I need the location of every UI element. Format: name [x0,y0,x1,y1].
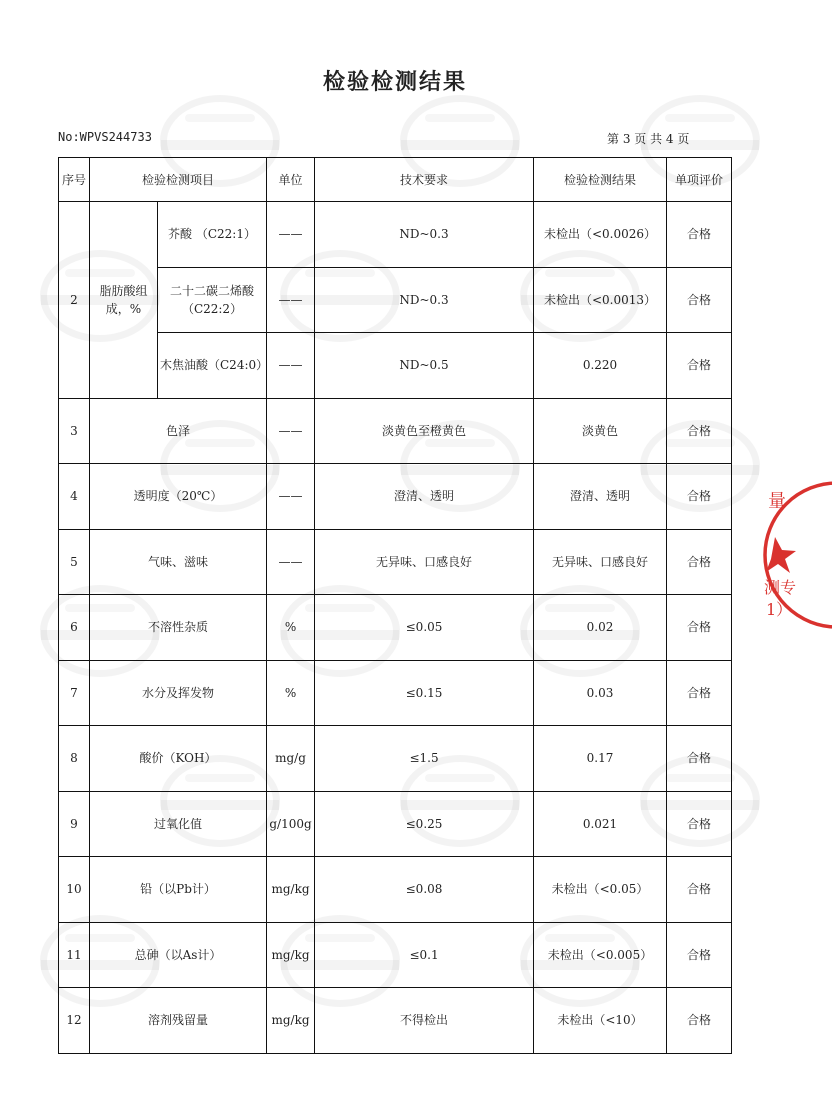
item-cell: 透明度（20℃） [90,464,267,530]
requirement-cell: 无异味、口感良好 [315,529,534,595]
requirement-cell: ≤0.05 [315,595,534,661]
group-name-cell: 脂肪酸组成，% [90,202,158,399]
table-header-row [59,158,732,202]
seq-cell: 2 [59,202,90,399]
item-cell: 过氧化值 [90,791,267,857]
svg-text:1）: 1） [766,600,793,619]
header-seq: 序号 [59,158,90,202]
table-row [59,988,732,1054]
result-cell: 0.03 [534,660,667,726]
item-cell: 气味、滋味 [90,529,267,595]
evaluation-cell: 合格 [667,464,732,530]
requirement-cell: ND~0.3 [315,202,534,268]
table-row [59,726,732,792]
requirement-cell: ND~0.3 [315,267,534,333]
item-cell: 色泽 [90,398,267,464]
svg-text:测专: 测专 [764,578,797,597]
result-cell: 0.17 [534,726,667,792]
sub-item-cell: 二十二碳二烯酸（C22:2） [158,267,267,333]
sub-item-cell: 木焦油酸（C24:0） [158,333,267,399]
page-indicator: 第 3 页 共 4 页 [607,132,690,146]
result-cell: 0.02 [534,595,667,661]
table-row [59,398,732,464]
evaluation-cell: 合格 [667,529,732,595]
requirement-cell: 淡黄色至橙黄色 [315,398,534,464]
item-cell: 总砷（以As计） [90,922,267,988]
header-item: 检验检测项目 [90,158,267,202]
table-row [59,857,732,923]
unit-cell: mg/kg [267,857,315,923]
report-number: No:WPVS244733 [58,130,152,144]
unit-cell: mg/kg [267,988,315,1054]
seq-cell: 6 [59,595,90,661]
result-cell: 无异味、口感良好 [534,529,667,595]
table-row [59,333,732,399]
evaluation-cell: 合格 [667,202,732,268]
result-cell: 0.021 [534,791,667,857]
table-row [59,922,732,988]
unit-cell: —— [267,202,315,268]
unit-cell: —— [267,529,315,595]
page-title: 检验检测结果 [322,70,467,95]
result-cell: 未检出（<0.05） [534,857,667,923]
header-unit: 单位 [267,158,315,202]
table-row [59,529,732,595]
evaluation-cell: 合格 [667,922,732,988]
seq-cell: 4 [59,464,90,530]
requirement-cell: 澄清、透明 [315,464,534,530]
result-cell: 未检出（<0.005） [534,922,667,988]
result-cell: 澄清、透明 [534,464,667,530]
requirement-cell: 不得检出 [315,988,534,1054]
unit-cell: —— [267,267,315,333]
header-result: 检验检测结果 [534,158,667,202]
seq-cell: 11 [59,922,90,988]
results-table [58,157,732,1054]
result-cell: 未检出（<10） [534,988,667,1054]
result-cell: 淡黄色 [534,398,667,464]
evaluation-cell: 合格 [667,660,732,726]
item-cell: 铅（以Pb计） [90,857,267,923]
table-row [59,464,732,530]
item-cell: 不溶性杂质 [90,595,267,661]
item-cell: 水分及挥发物 [90,660,267,726]
unit-cell: —— [267,333,315,399]
sub-item-cell: 芥酸 （C22:1） [158,202,267,268]
requirement-cell: ≤1.5 [315,726,534,792]
unit-cell: g/100g [267,791,315,857]
result-cell: 0.220 [534,333,667,399]
unit-cell: mg/g [267,726,315,792]
unit-cell: —— [267,464,315,530]
evaluation-cell: 合格 [667,726,732,792]
evaluation-cell: 合格 [667,398,732,464]
requirement-cell: ≤0.15 [315,660,534,726]
evaluation-cell: 合格 [667,857,732,923]
requirement-cell: ≤0.25 [315,791,534,857]
seq-cell: 7 [59,660,90,726]
evaluation-cell: 合格 [667,791,732,857]
seq-cell: 10 [59,857,90,923]
table-row [59,267,732,333]
seq-cell: 9 [59,791,90,857]
table-row [59,791,732,857]
item-cell: 酸价（KOH） [90,726,267,792]
seq-cell: 12 [59,988,90,1054]
requirement-cell: ≤0.08 [315,857,534,923]
requirement-cell: ND~0.5 [315,333,534,399]
table-row [59,202,732,268]
evaluation-cell: 合格 [667,333,732,399]
header-requirement: 技术要求 [315,158,534,202]
result-cell: 未检出（<0.0026） [534,202,667,268]
seq-cell: 3 [59,398,90,464]
table-row [59,660,732,726]
unit-cell: % [267,660,315,726]
unit-cell: —— [267,398,315,464]
item-cell: 溶剂残留量 [90,988,267,1054]
official-seal-stamp [762,475,832,635]
header-evaluation: 单项评价 [667,158,732,202]
evaluation-cell: 合格 [667,988,732,1054]
requirement-cell: ≤0.1 [315,922,534,988]
evaluation-cell: 合格 [667,267,732,333]
seq-cell: 8 [59,726,90,792]
result-cell: 未检出（<0.0013） [534,267,667,333]
seq-cell: 5 [59,529,90,595]
evaluation-cell: 合格 [667,595,732,661]
unit-cell: % [267,595,315,661]
table-row [59,595,732,661]
unit-cell: mg/kg [267,922,315,988]
svg-text:量: 量 [768,491,786,512]
